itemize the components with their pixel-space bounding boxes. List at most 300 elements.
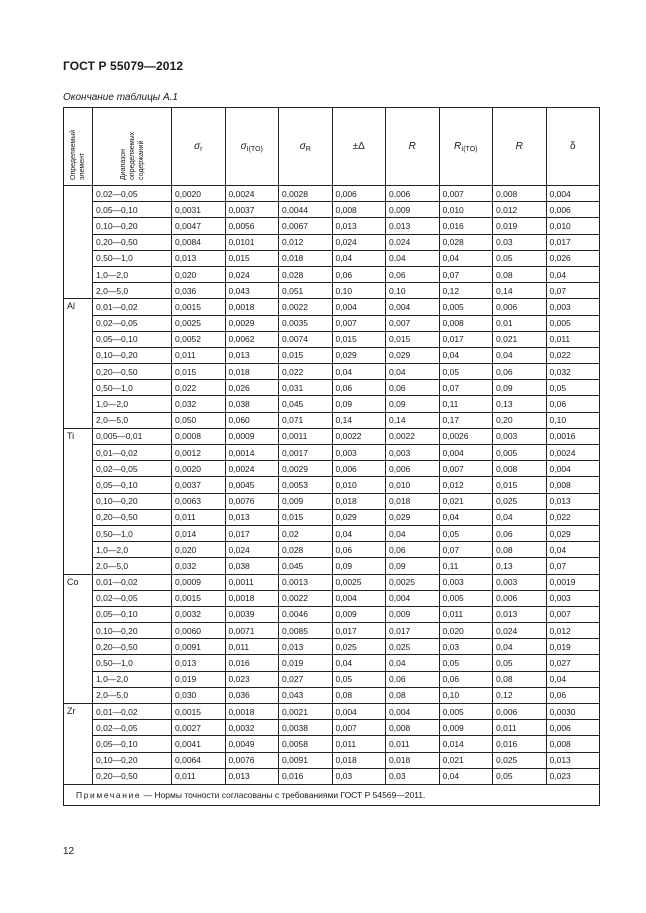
table-row [64,380,600,396]
value-cell: 0,006 [386,186,440,202]
value-cell: 0,004 [386,590,440,606]
value-cell: 0,0032 [172,606,226,622]
value-cell: 0,024 [332,234,386,250]
value-cell: 0,0032 [225,720,279,736]
value-cell: 0,06 [332,380,386,396]
value-cell: 0,015 [225,250,279,266]
value-cell: 0,008 [386,720,440,736]
value-cell: 0,06 [493,364,547,380]
value-cell: 0,020 [439,623,493,639]
table-row [64,525,600,541]
table-row [64,590,600,606]
value-cell: 0,004 [546,186,600,202]
value-cell: 0,04 [332,364,386,380]
value-cell: 0,0060 [172,623,226,639]
table-row [64,202,600,218]
value-cell: 0,01 [493,315,547,331]
value-cell: 0,003 [386,445,440,461]
range-cell: 1,0—2,0 [93,542,172,558]
value-cell: 0,009 [279,493,333,509]
range-cell: 0,02—0,05 [93,590,172,606]
element-cell: Ti [64,428,93,574]
value-cell: 0,013 [225,768,279,784]
value-cell: 0,08 [493,671,547,687]
value-cell: 0,06 [386,380,440,396]
range-cell: 0,10—0,20 [93,347,172,363]
table-note: Примечание — Нормы точности согласованы с требованиями ГОСТ Р 54569—2011. [64,784,600,805]
value-cell: 0,04 [546,671,600,687]
value-cell: 0,008 [546,736,600,752]
value-cell: 0,010 [546,218,600,234]
range-cell: 2,0—5,0 [93,283,172,299]
value-cell: 0,0037 [225,202,279,218]
table-row [64,477,600,493]
value-cell: 0,08 [386,687,440,703]
value-cell: 0,09 [332,396,386,412]
value-cell: 0,0027 [172,720,226,736]
value-cell: 0,007 [546,606,600,622]
value-cell: 0,015 [279,509,333,525]
element-cell: Zr [64,704,93,785]
value-cell: 0,022 [546,347,600,363]
value-cell: 0,011 [172,768,226,784]
value-cell: 0,036 [225,687,279,703]
range-cell: 0,20—0,50 [93,364,172,380]
range-cell: 0,05—0,10 [93,202,172,218]
value-cell: 0,11 [439,396,493,412]
range-cell: 0,10—0,20 [93,623,172,639]
table-row [64,234,600,250]
value-cell: 0,004 [332,590,386,606]
value-cell: 0,0029 [225,315,279,331]
value-cell: 0,04 [386,364,440,380]
value-cell: 0,022 [546,509,600,525]
value-cell: 0,003 [332,445,386,461]
value-cell: 0,006 [493,299,547,315]
value-cell: 0,005 [439,704,493,720]
value-cell: 0,032 [546,364,600,380]
table-caption: Окончание таблицы А.1 [63,92,178,103]
value-cell: 0,04 [386,250,440,266]
value-cell: 0,006 [493,704,547,720]
value-cell: 0,0022 [279,299,333,315]
value-cell: 0,011 [172,509,226,525]
table-row [64,218,600,234]
value-cell: 0,10 [386,283,440,299]
value-cell: 0,0022 [386,428,440,444]
value-cell: 0,023 [225,671,279,687]
value-cell: 0,04 [439,347,493,363]
value-cell: 0,019 [546,639,600,655]
value-cell: 0,022 [279,364,333,380]
value-cell: 0,015 [172,364,226,380]
value-cell: 0,0062 [225,331,279,347]
value-cell: 0,014 [172,525,226,541]
value-cell: 0,04 [439,509,493,525]
value-cell: 0,032 [172,558,226,574]
value-cell: 0,0008 [172,428,226,444]
value-cell: 0,003 [546,590,600,606]
value-cell: 0,003 [439,574,493,590]
value-cell: 0,0045 [225,477,279,493]
value-cell: 0,015 [279,347,333,363]
value-cell: 0,05 [546,380,600,396]
table-row [64,704,600,720]
page-number: 12 [63,846,75,857]
value-cell: 0,013 [225,509,279,525]
value-cell: 0,028 [279,542,333,558]
value-cell: 0,04 [332,655,386,671]
precision-table [63,107,600,806]
value-cell: 0,012 [546,623,600,639]
value-cell: 0,027 [279,671,333,687]
range-cell: 0,05—0,10 [93,606,172,622]
range-cell: 0,10—0,20 [93,752,172,768]
value-cell: 0,050 [172,412,226,428]
header-sigma-R: $\sigma_R$ [279,108,333,186]
value-cell: 0,06 [546,687,600,703]
value-cell: 0,04 [493,347,547,363]
header-sigma-r: $\sigma_r$ [172,108,226,186]
value-cell: 0,071 [279,412,333,428]
table-row [64,639,600,655]
table-row [64,671,600,687]
header-sigma-ito: $\sigma_{I(TO)}$ [225,108,279,186]
value-cell: 0,09 [386,558,440,574]
value-cell: 0,018 [279,250,333,266]
value-cell: 0,012 [279,234,333,250]
value-cell: 0,11 [439,558,493,574]
value-cell: 0,013 [493,606,547,622]
value-cell: 0,036 [172,283,226,299]
value-cell: 0,0035 [279,315,333,331]
value-cell: 0,020 [172,542,226,558]
table-row [64,428,600,444]
value-cell: 0,024 [225,266,279,282]
range-cell: 0,10—0,20 [93,218,172,234]
range-cell: 0,05—0,10 [93,331,172,347]
table-row [64,315,600,331]
value-cell: 0,0015 [172,299,226,315]
value-cell: 0,0011 [279,428,333,444]
value-cell: 0,017 [386,623,440,639]
range-cell: 0,01—0,02 [93,574,172,590]
value-cell: 0,015 [386,331,440,347]
value-cell: 0,018 [386,752,440,768]
element-cell [64,186,93,299]
value-cell: 0,007 [439,186,493,202]
value-cell: 0,010 [332,477,386,493]
value-cell: 0,009 [386,606,440,622]
value-cell: 0,10 [546,412,600,428]
value-cell: 0,011 [332,736,386,752]
note-row [64,784,600,805]
value-cell: 0,0091 [279,752,333,768]
value-cell: 0,005 [493,445,547,461]
value-cell: 0,008 [493,186,547,202]
table-row [64,331,600,347]
value-cell: 0,14 [386,412,440,428]
range-cell: 0,05—0,10 [93,736,172,752]
range-cell: 0,10—0,20 [93,493,172,509]
value-cell: 0,025 [493,752,547,768]
value-cell: 0,008 [493,461,547,477]
table-row [64,687,600,703]
value-cell: 0,017 [332,623,386,639]
value-cell: 0,04 [439,250,493,266]
range-cell: 0,01—0,02 [93,299,172,315]
value-cell: 0,0091 [172,639,226,655]
value-cell: 0,12 [439,283,493,299]
range-cell: 1,0—2,0 [93,396,172,412]
value-cell: 0,04 [546,266,600,282]
value-cell: 0,07 [439,266,493,282]
value-cell: 0,0053 [279,477,333,493]
value-cell: 0,0024 [546,445,600,461]
value-cell: 0,07 [546,283,600,299]
table-header-row [64,108,600,186]
value-cell: 0,021 [439,752,493,768]
value-cell: 0,025 [386,639,440,655]
value-cell: 0,029 [386,509,440,525]
value-cell: 0,0076 [225,493,279,509]
value-cell: 0,017 [546,234,600,250]
value-cell: 0,005 [546,315,600,331]
value-cell: 0,006 [546,202,600,218]
range-cell: 0,20—0,50 [93,234,172,250]
value-cell: 0,0084 [172,234,226,250]
value-cell: 0,0017 [279,445,333,461]
value-cell: 0,014 [439,736,493,752]
value-cell: 0,0049 [225,736,279,752]
value-cell: 0,0020 [172,186,226,202]
value-cell: 0,003 [546,299,600,315]
value-cell: 0,04 [439,768,493,784]
value-cell: 0,04 [332,250,386,266]
value-cell: 0,0024 [225,461,279,477]
value-cell: 0,006 [386,461,440,477]
value-cell: 0,06 [386,542,440,558]
value-cell: 0,0076 [225,752,279,768]
value-cell: 0,0022 [332,428,386,444]
value-cell: 0,007 [386,315,440,331]
value-cell: 0,023 [546,768,600,784]
value-cell: 0,04 [493,639,547,655]
value-cell: 0,02 [279,525,333,541]
value-cell: 0,011 [493,720,547,736]
range-cell: 2,0—5,0 [93,558,172,574]
table-row [64,574,600,590]
value-cell: 0,03 [439,639,493,655]
value-cell: 0,006 [546,720,600,736]
range-cell: 0,02—0,05 [93,315,172,331]
value-cell: 0,004 [439,445,493,461]
range-cell: 0,20—0,50 [93,639,172,655]
value-cell: 0,0025 [332,574,386,590]
value-cell: 0,10 [439,687,493,703]
value-cell: 0,028 [439,234,493,250]
value-cell: 0,018 [386,493,440,509]
value-cell: 0,005 [439,590,493,606]
value-cell: 0,011 [439,606,493,622]
table-row [64,623,600,639]
value-cell: 0,018 [332,752,386,768]
table-row [64,606,600,622]
range-cell: 0,20—0,50 [93,509,172,525]
value-cell: 0,009 [439,720,493,736]
range-cell: 0,02—0,05 [93,461,172,477]
header-range: Диапазон определяемых содержаний [93,108,172,186]
value-cell: 0,013 [546,752,600,768]
value-cell: 0,0018 [225,590,279,606]
range-cell: 0,005—0,01 [93,428,172,444]
range-cell: 1,0—2,0 [93,671,172,687]
table-row [64,736,600,752]
value-cell: 0,013 [172,250,226,266]
value-cell: 0,0071 [225,623,279,639]
value-cell: 0,0024 [225,186,279,202]
table-row [64,655,600,671]
value-cell: 0,010 [439,202,493,218]
value-cell: 0,0037 [172,477,226,493]
value-cell: 0,029 [386,347,440,363]
value-cell: 0,06 [332,266,386,282]
value-cell: 0,006 [493,590,547,606]
value-cell: 0,009 [332,606,386,622]
value-cell: 0,0046 [279,606,333,622]
range-cell: 1,0—2,0 [93,266,172,282]
value-cell: 0,0056 [225,218,279,234]
range-cell: 0,50—1,0 [93,655,172,671]
value-cell: 0,013 [172,655,226,671]
value-cell: 0,0063 [172,493,226,509]
range-cell: 0,01—0,02 [93,445,172,461]
range-cell: 0,20—0,50 [93,768,172,784]
range-cell: 0,02—0,05 [93,186,172,202]
value-cell: 0,019 [172,671,226,687]
value-cell: 0,09 [386,396,440,412]
table-row [64,412,600,428]
value-cell: 0,004 [332,299,386,315]
value-cell: 0,011 [386,736,440,752]
value-cell: 0,0016 [546,428,600,444]
value-cell: 0,04 [493,509,547,525]
value-cell: 0,017 [439,331,493,347]
value-cell: 0,0025 [172,315,226,331]
value-cell: 0,08 [493,266,547,282]
value-cell: 0,0064 [172,752,226,768]
header-r: R [386,108,440,186]
value-cell: 0,015 [493,477,547,493]
value-cell: 0,0015 [172,704,226,720]
value-cell: 0,031 [279,380,333,396]
header-delta: ±Δ [332,108,386,186]
value-cell: 0,018 [332,493,386,509]
value-cell: 0,024 [225,542,279,558]
value-cell: 0,043 [279,687,333,703]
value-cell: 0,0052 [172,331,226,347]
table-row [64,364,600,380]
value-cell: 0,015 [332,331,386,347]
value-cell: 0,07 [439,380,493,396]
value-cell: 0,17 [439,412,493,428]
value-cell: 0,045 [279,396,333,412]
value-cell: 0,06 [493,525,547,541]
value-cell: 0,0020 [172,461,226,477]
value-cell: 0,0018 [225,704,279,720]
value-cell: 0,0018 [225,299,279,315]
value-cell: 0,05 [493,250,547,266]
table-row [64,250,600,266]
value-cell: 0,007 [332,315,386,331]
range-cell: 2,0—5,0 [93,412,172,428]
header-element: Определяемый элемент [64,108,93,186]
value-cell: 0,008 [439,315,493,331]
value-cell: 0,027 [546,655,600,671]
value-cell: 0,05 [332,671,386,687]
value-cell: 0,20 [493,412,547,428]
value-cell: 0,0009 [172,574,226,590]
value-cell: 0,06 [439,671,493,687]
table-row [64,493,600,509]
table-row [64,283,600,299]
value-cell: 0,029 [332,509,386,525]
value-cell: 0,0026 [439,428,493,444]
table-row [64,542,600,558]
value-cell: 0,022 [172,380,226,396]
value-cell: 0,03 [386,768,440,784]
value-cell: 0,0085 [279,623,333,639]
table-row [64,347,600,363]
value-cell: 0,006 [332,186,386,202]
value-cell: 0,013 [546,493,600,509]
value-cell: 0,043 [225,283,279,299]
value-cell: 0,016 [493,736,547,752]
value-cell: 0,045 [279,558,333,574]
value-cell: 0,025 [493,493,547,509]
value-cell: 0,13 [493,558,547,574]
table-row [64,186,600,202]
value-cell: 0,06 [386,266,440,282]
value-cell: 0,0015 [172,590,226,606]
value-cell: 0,004 [332,704,386,720]
table-row [64,461,600,477]
value-cell: 0,038 [225,558,279,574]
value-cell: 0,018 [225,364,279,380]
value-cell: 0,016 [225,655,279,671]
value-cell: 0,021 [493,331,547,347]
value-cell: 0,09 [332,558,386,574]
element-cell: Al [64,299,93,429]
header-r-ito: $R_{I(TO)}$ [439,108,493,186]
value-cell: 0,14 [493,283,547,299]
value-cell: 0,0021 [279,704,333,720]
value-cell: 0,013 [279,639,333,655]
table-row [64,445,600,461]
value-cell: 0,13 [493,396,547,412]
value-cell: 0,016 [279,768,333,784]
value-cell: 0,09 [493,380,547,396]
value-cell: 0,0039 [225,606,279,622]
document-title: ГОСТ Р 55079—2012 [63,59,184,73]
value-cell: 0,007 [332,720,386,736]
value-cell: 0,019 [493,218,547,234]
value-cell: 0,004 [386,704,440,720]
table-row [64,558,600,574]
header-relative-delta: δ [546,108,600,186]
value-cell: 0,011 [172,347,226,363]
value-cell: 0,04 [386,655,440,671]
